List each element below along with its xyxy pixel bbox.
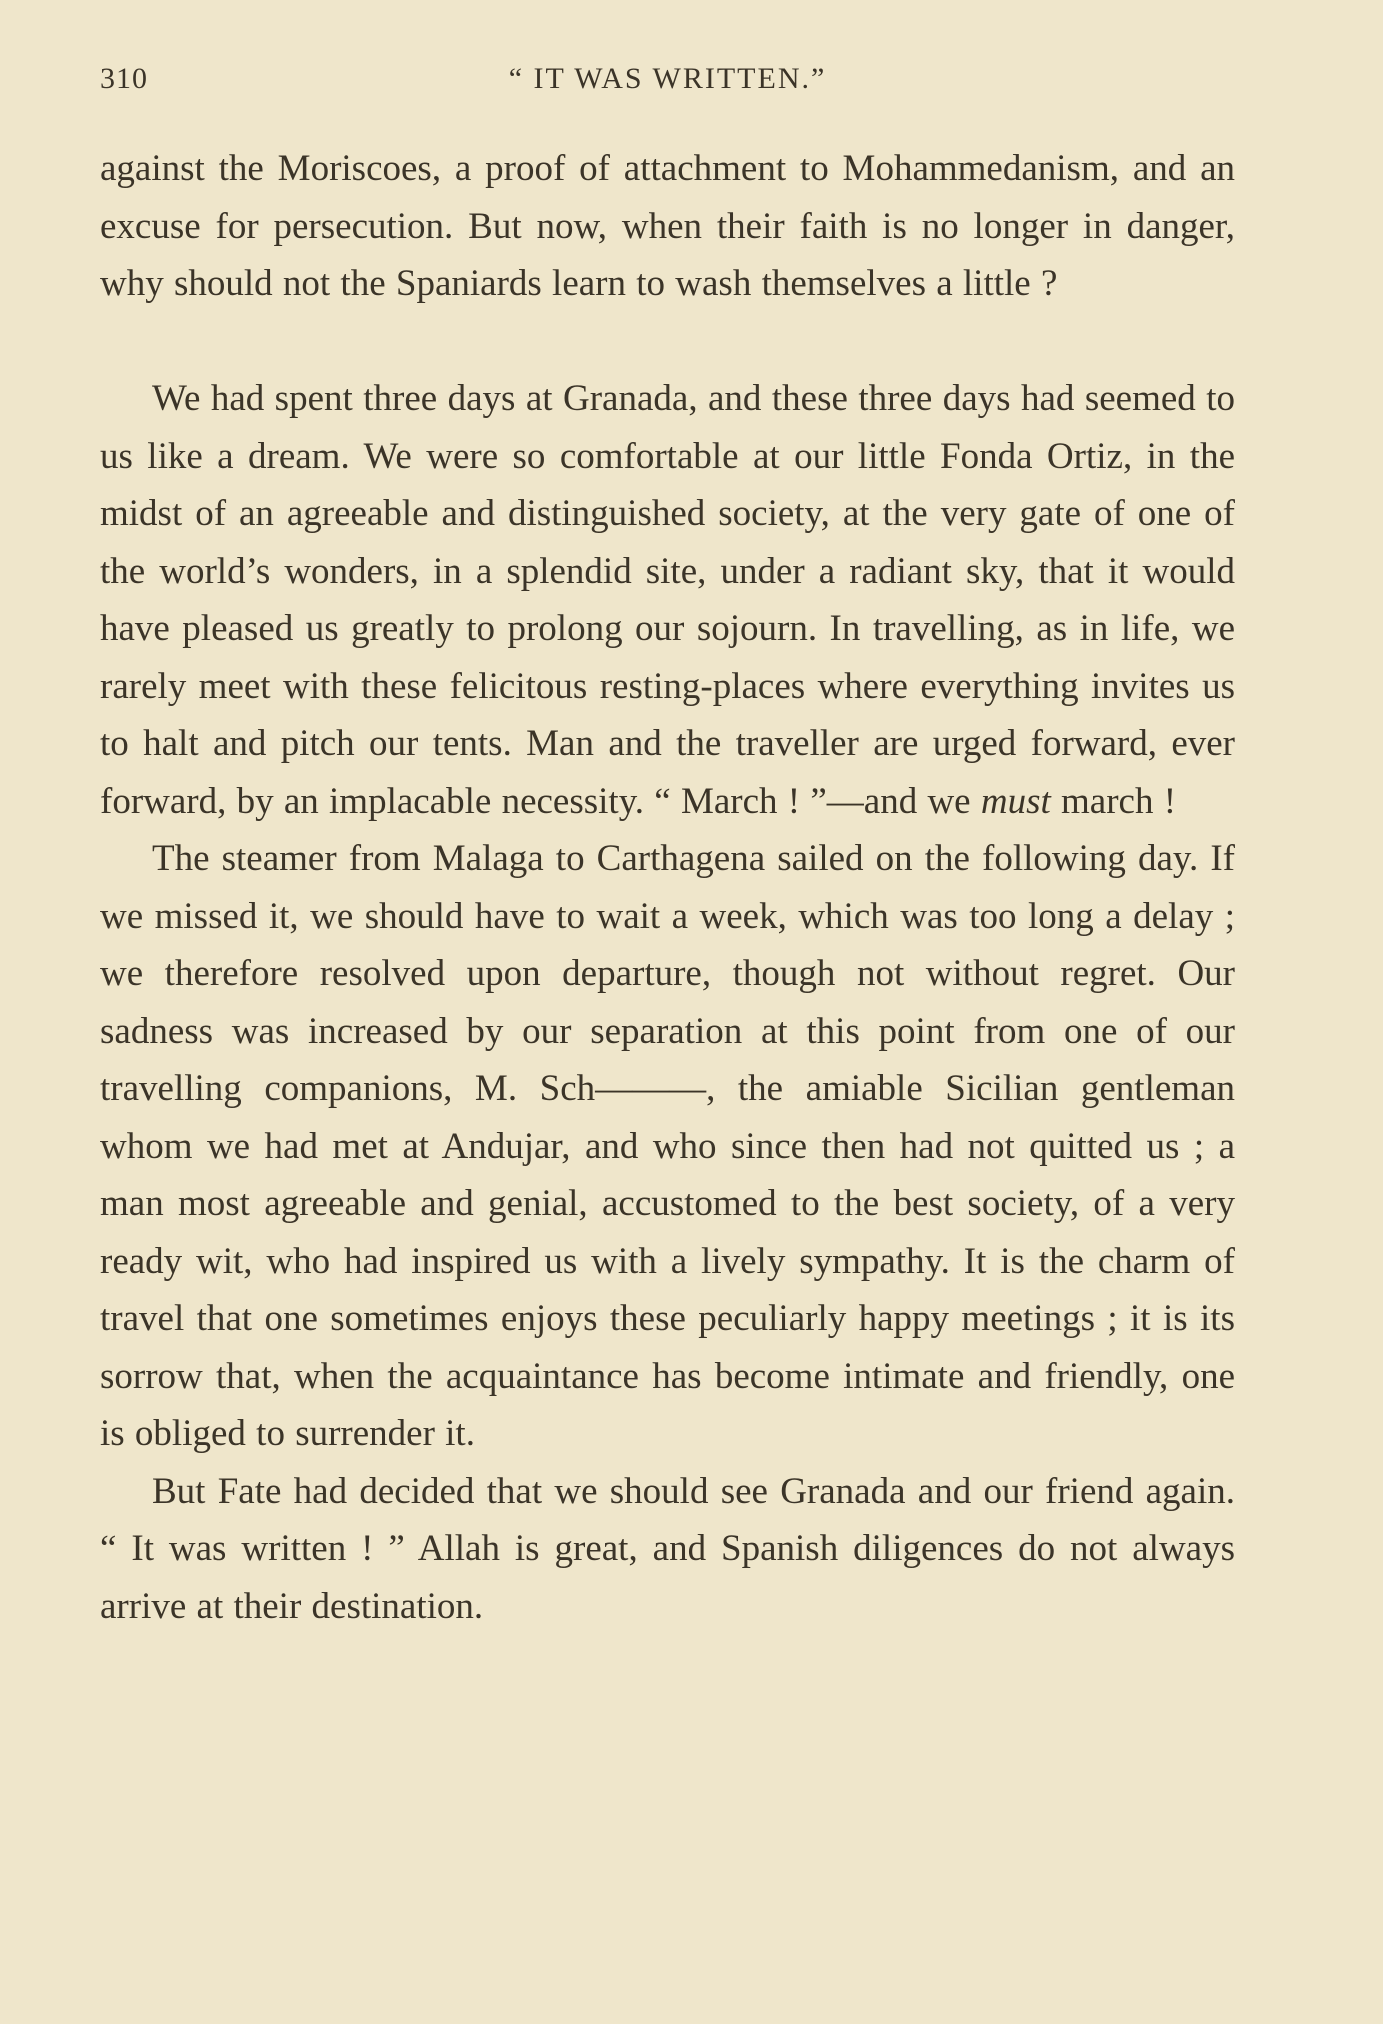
emphasis-text: must <box>980 780 1051 822</box>
paragraph-continued <box>100 140 1235 313</box>
paragraph <box>100 830 1235 1463</box>
running-title: “ IT WAS WRITTEN.” <box>508 62 827 95</box>
paragraph-text: against the Moriscoes, a proof of attachment to Mohammedanism, and an excuse for persecution. But now, when their faith is no longer in danger, why should not the Spaniards learn to wash themselves a little ? <box>100 148 1235 304</box>
paragraph <box>100 1463 1235 1636</box>
running-head <box>100 62 1235 102</box>
paragraph-text-end: march ! <box>1050 780 1177 822</box>
page-number: 310 <box>100 62 148 95</box>
paragraph-text: The steamer from Malaga to Carthagena sailed on the following day. If we missed it, we should have to wait a week, which was too long a delay ; we therefore resolved upon departure, though not without regret. Our sadness was increased by our separation at this point from one of our travelling companions, M. Sch———, the amiable Sicilian gentleman whom we had met at Andujar, and who since then had not quitted us ; a man most agreeable and genial, accustomed to the best society, of a very ready wit, who had inspired us with a lively sympathy. It is the charm of travel that one sometimes enjoys these peculiarly happy meetings ; it is its sorrow that, when the acquaintance has become intimate and friendly, one is obliged to surrender it. <box>100 838 1235 1454</box>
body-text <box>100 140 1235 1635</box>
paragraph <box>100 370 1235 830</box>
paragraph-text: We had spent three days at Granada, and these three days had seemed to us like a dream. We were so comfortable at our little Fonda Ortiz, in the midst of an agreeable and distinguished society, at the very gate of one of the world’s wonders, in a splendid site, under a radiant sky, that it would have pleased us greatly to prolong our sojourn. In travelling, as in life, we rarely meet with these felicitous resting-places where everything invites us to halt and pitch our tents. Man and the traveller are urged forward, ever forward, by an implacable necessity. “ March ! ”—and we <box>100 378 1235 822</box>
paragraph-text: But Fate had decided that we should see Granada and our friend again. “ It was written ! ” Allah is great, and Spanish diligences do not always arrive at their destination. <box>100 1470 1235 1627</box>
